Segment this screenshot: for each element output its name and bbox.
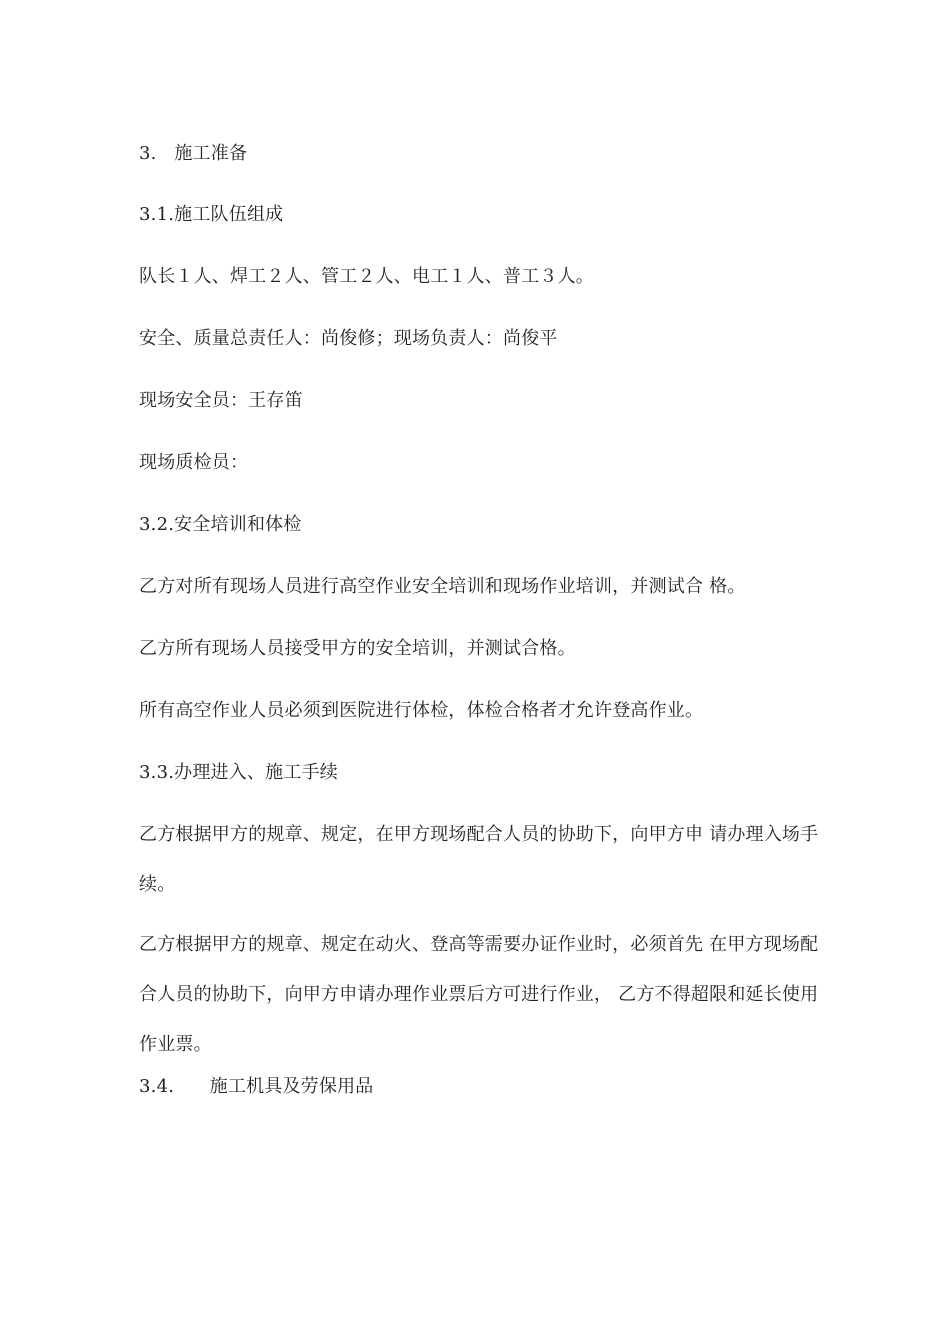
procedures-paragraph-1: 乙方根据甲方的规章、规定，在甲方现场配合人员的协助下，向甲方申 请办理入场手续。 <box>139 824 819 895</box>
site-safety-officer-text: 现场安全员：王存笛 <box>139 390 303 411</box>
team-members-text: 队长１人、焊工２人、管工２人、电工１人、普工３人。 <box>139 266 594 287</box>
physical-exam-text: 所有高空作业人员必须到医院进行体检，体检合格者才允许登高作业。 <box>139 700 704 721</box>
section-heading-3-4: 3.4. 施工机具及劳保用品 <box>139 1076 374 1097</box>
section-heading-3-1: 3.1.施工队伍组成 <box>139 204 284 225</box>
safety-quality-lead-text: 安全、质量总责任人：尚俊修；现场负责人：尚俊平 <box>139 328 558 349</box>
section-heading-3: 3. 施工准备 <box>139 143 248 164</box>
section-heading-3-2: 3.2.安全培训和体检 <box>139 514 302 535</box>
procedures-paragraph-2: 乙方根据甲方的规章、规定在动火、登高等需要办证作业时，必须首先 在甲方现场配合人员的协助下，向甲方申请办理作业票后方可进行作业， 乙方不得超限和延长使用作业票。 <box>139 934 819 1055</box>
training-text-2: 乙方所有现场人员接受甲方的安全培训，并测试合格。 <box>139 638 576 659</box>
section-heading-3-3: 3.3.办理进入、施工手续 <box>139 762 338 783</box>
training-text-1: 乙方对所有现场人员进行高空作业安全培训和现场作业培训，并测试合 格。 <box>139 576 746 597</box>
site-quality-inspector-text: 现场质检员： <box>139 452 249 473</box>
